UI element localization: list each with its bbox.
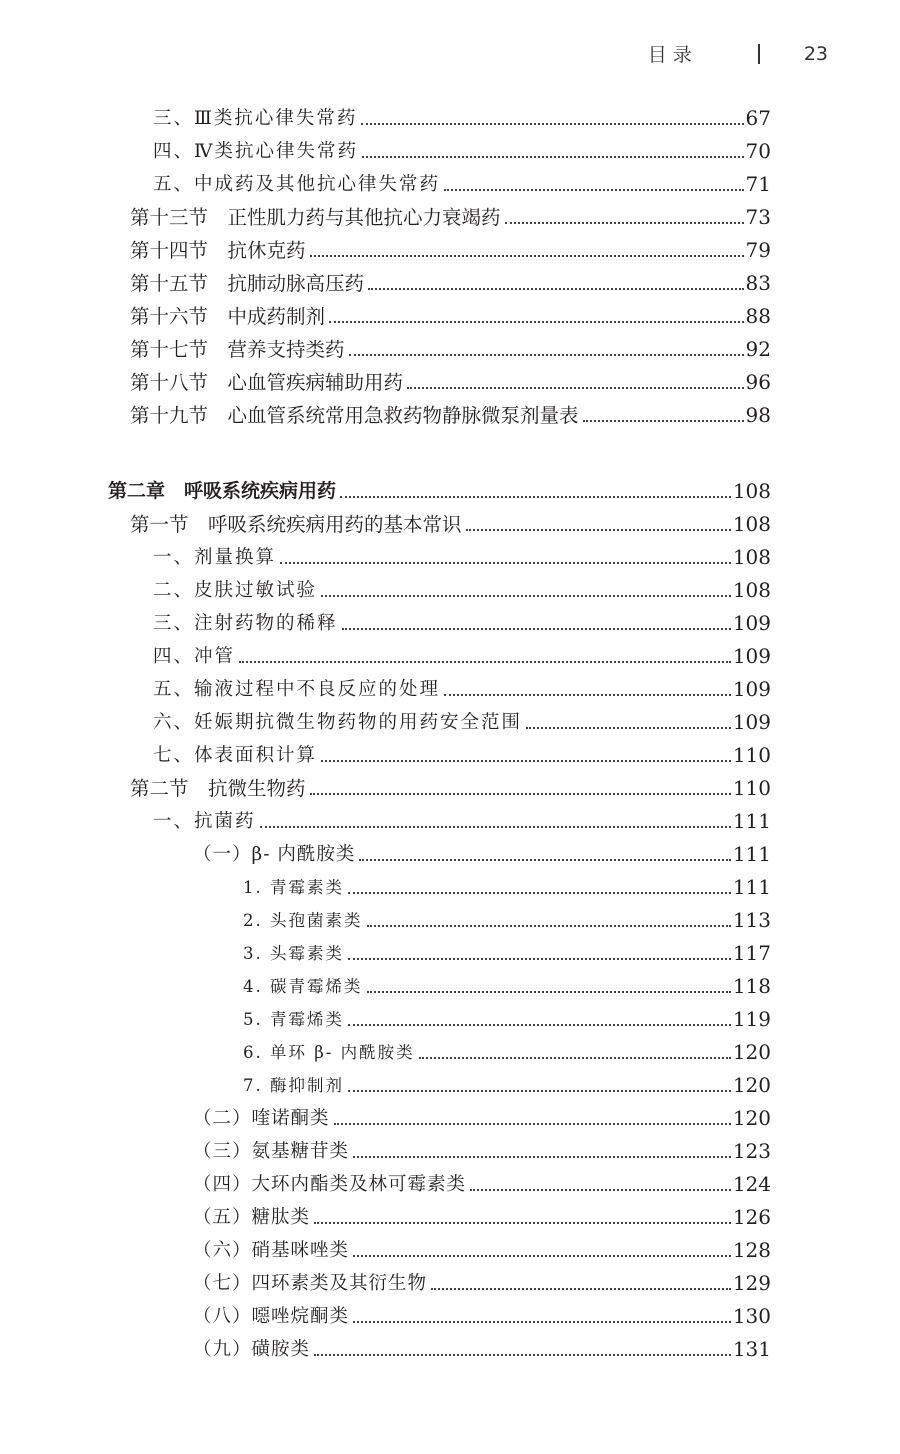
entry-page-number: 120	[732, 1073, 771, 1097]
entry-page-number: 131	[732, 1337, 771, 1361]
entry-page-number: 108	[732, 578, 771, 602]
entry-title: 2. 头孢菌素类	[243, 911, 363, 930]
toc-subsubitem[interactable]	[243, 1036, 771, 1069]
entry-title: （八）噁唑烷酮类	[193, 1306, 350, 1327]
toc-section[interactable]	[130, 333, 771, 366]
toc-subsubitem[interactable]	[243, 904, 771, 937]
toc-item[interactable]	[153, 541, 771, 574]
group-spacer	[0, 432, 900, 475]
entry-page-number: 108	[732, 545, 771, 569]
toc-section[interactable]	[130, 300, 771, 333]
entry-page-number: 128	[732, 1238, 771, 1262]
entry-title: 第一节 呼吸系统疾病用药的基本常识	[130, 513, 462, 536]
dot-leader	[348, 892, 731, 894]
toc-section[interactable]	[130, 772, 771, 805]
dot-leader	[329, 321, 744, 323]
toc-subsubitem[interactable]	[243, 871, 771, 904]
entry-page-number: 119	[732, 1007, 771, 1031]
dot-leader	[342, 628, 731, 630]
entry-page-number: 124	[732, 1172, 771, 1196]
entry-title: 第十八节 心血管疾病辅助用药	[130, 371, 404, 394]
dot-leader	[348, 1090, 731, 1092]
entry-page-number: 83	[745, 271, 771, 295]
entry-page-number: 111	[732, 809, 771, 833]
toc-subitem[interactable]	[193, 1135, 771, 1168]
toc-subitem[interactable]	[193, 838, 771, 871]
dot-leader	[470, 1189, 731, 1191]
entry-title: 3. 头霉素类	[243, 944, 344, 963]
dot-leader	[583, 420, 744, 422]
entry-title: 五、输液过程中不良反应的处理	[153, 679, 441, 700]
toc-chapter[interactable]	[108, 475, 771, 508]
entry-title: 五、中成药及其他抗心律失常药	[153, 174, 441, 195]
entry-title: （三）氨基糖苷类	[193, 1141, 350, 1162]
toc-item[interactable]	[153, 574, 771, 607]
entry-page-number: 70	[745, 139, 771, 163]
entry-page-number: 111	[732, 842, 771, 866]
dot-leader	[340, 496, 731, 498]
dot-leader	[361, 123, 743, 125]
dot-leader	[310, 255, 744, 257]
dot-leader	[505, 222, 744, 224]
toc-item[interactable]	[153, 607, 771, 640]
toc-item[interactable]	[153, 805, 771, 838]
entry-title: 第二节 抗微生物药	[130, 777, 306, 800]
entry-title: 三、注射药物的稀释	[153, 613, 338, 634]
entry-page-number: 96	[745, 370, 771, 394]
entry-page-number: 123	[732, 1139, 771, 1163]
dot-leader	[260, 826, 731, 828]
dot-leader	[367, 925, 731, 927]
toc-subsubitem[interactable]	[243, 1003, 771, 1036]
toc-subitem[interactable]	[193, 1234, 771, 1267]
dot-leader	[353, 1321, 731, 1323]
toc-subitem[interactable]	[193, 1102, 771, 1135]
page-number: 23	[803, 42, 828, 65]
dot-leader	[334, 1123, 731, 1125]
entry-page-number: 108	[732, 479, 771, 503]
dot-leader	[348, 958, 731, 960]
entry-page-number: 92	[745, 337, 771, 361]
entry-page-number: 108	[732, 512, 771, 536]
entry-page-number: 120	[732, 1040, 771, 1064]
entry-page-number: 79	[745, 238, 771, 262]
dot-leader	[466, 529, 731, 531]
entry-page-number: 88	[745, 304, 771, 328]
entry-title: 一、剂量换算	[153, 547, 277, 568]
entry-title: 第十七节 营养支持类药	[130, 338, 345, 361]
entry-title: （五）糖肽类	[193, 1207, 311, 1228]
entry-page-number: 71	[745, 172, 771, 196]
entry-page-number: 118	[732, 974, 771, 998]
toc-item[interactable]	[153, 168, 771, 201]
toc-subsubitem[interactable]	[243, 1069, 771, 1102]
entry-title: 1. 青霉素类	[243, 878, 344, 897]
dot-leader	[362, 156, 744, 158]
entry-page-number: 98	[745, 403, 771, 427]
entry-title: （一）β- 内酰胺类	[193, 844, 356, 865]
entry-title: 第十九节 心血管系统常用急救药物静脉微泵剂量表	[130, 404, 579, 427]
toc-subitem[interactable]	[193, 1267, 771, 1300]
dot-leader	[353, 1156, 731, 1158]
entry-title: 一、抗菌药	[153, 811, 256, 832]
entry-page-number: 113	[732, 908, 771, 932]
header-title: 目 录	[647, 44, 692, 66]
toc-item[interactable]	[153, 739, 771, 772]
entry-page-number: 109	[732, 611, 771, 635]
toc-subsubitem[interactable]	[243, 970, 771, 1003]
entry-title: 三、Ⅲ类抗心律失常药	[153, 108, 358, 129]
entry-title: 第十四节 抗休克药	[130, 239, 306, 262]
toc-subitem[interactable]	[193, 1333, 771, 1366]
entry-page-number: 111	[732, 875, 771, 899]
toc-section[interactable]	[130, 366, 771, 399]
dot-leader	[314, 1354, 731, 1356]
entry-title: （二）喹诺酮类	[193, 1108, 330, 1129]
dot-leader	[321, 595, 731, 597]
entry-title: （七）四环素类及其衍生物	[193, 1273, 428, 1294]
entry-title: 六、妊娠期抗微生物药物的用药安全范围	[153, 712, 523, 733]
table-of-contents	[0, 102, 900, 1366]
entry-page-number: 109	[732, 677, 771, 701]
entry-page-number: 129	[732, 1271, 771, 1295]
header-divider	[758, 44, 760, 64]
dot-leader	[407, 387, 744, 389]
toc-section[interactable]	[130, 234, 771, 267]
entry-page-number: 120	[732, 1106, 771, 1130]
dot-leader	[526, 727, 731, 729]
toc-item[interactable]	[153, 673, 771, 706]
toc-item[interactable]	[153, 640, 771, 673]
entry-page-number: 67	[745, 106, 771, 130]
entry-page-number: 110	[732, 776, 771, 800]
toc-section[interactable]	[130, 399, 771, 432]
entry-title: （六）硝基咪唑类	[193, 1240, 350, 1261]
entry-title: 四、Ⅳ类抗心律失常药	[153, 141, 358, 162]
entry-page-number: 109	[732, 644, 771, 668]
dot-leader	[310, 793, 731, 795]
dot-leader	[349, 354, 744, 356]
entry-title: 5. 青霉烯类	[243, 1010, 344, 1029]
entry-page-number: 126	[732, 1205, 771, 1229]
toc-subitem[interactable]	[193, 1300, 771, 1333]
dot-leader	[368, 288, 744, 290]
toc-item[interactable]	[153, 135, 771, 168]
entry-page-number: 117	[732, 941, 771, 965]
toc-item[interactable]	[153, 706, 771, 739]
entry-page-number: 130	[732, 1304, 771, 1328]
dot-leader	[239, 661, 731, 663]
dot-leader	[280, 562, 731, 564]
entry-title: 7. 酶抑制剂	[243, 1076, 344, 1095]
dot-leader	[419, 1057, 731, 1059]
entry-title: （四）大环内酯类及林可霉素类	[193, 1174, 467, 1195]
toc-subsubitem[interactable]	[243, 937, 771, 970]
dot-leader	[353, 1255, 731, 1257]
entry-title: 4. 碳青霉烯类	[243, 977, 363, 996]
dot-leader	[314, 1222, 731, 1224]
entry-title: 第十五节 抗肺动脉高压药	[130, 272, 365, 295]
toc-section[interactable]	[130, 201, 771, 234]
entry-title: 四、冲管	[153, 646, 236, 667]
toc-subitem[interactable]	[193, 1168, 771, 1201]
dot-leader	[321, 760, 731, 762]
entry-title: 二、皮肤过敏试验	[153, 580, 318, 601]
dot-leader	[431, 1288, 731, 1290]
dot-leader	[367, 991, 731, 993]
entry-title: 第十三节 正性肌力药与其他抗心力衰竭药	[130, 206, 501, 229]
dot-leader	[359, 859, 730, 861]
toc-section[interactable]	[130, 508, 771, 541]
dot-leader	[444, 694, 731, 696]
running-header	[648, 40, 828, 67]
entry-title: 七、体表面积计算	[153, 745, 318, 766]
entry-title: 第十六节 中成药制剂	[130, 305, 326, 328]
entry-title: （九）磺胺类	[193, 1339, 311, 1360]
toc-section[interactable]	[130, 267, 771, 300]
toc-subitem[interactable]	[193, 1201, 771, 1234]
dot-leader	[348, 1024, 731, 1026]
entry-title: 第二章 呼吸系统疾病用药	[108, 480, 337, 502]
dot-leader	[444, 189, 744, 191]
entry-page-number: 110	[732, 743, 771, 767]
toc-item[interactable]	[153, 102, 771, 135]
entry-page-number: 109	[732, 710, 771, 734]
entry-title: 6. 单环 β- 内酰胺类	[243, 1043, 415, 1062]
entry-page-number: 73	[745, 205, 771, 229]
